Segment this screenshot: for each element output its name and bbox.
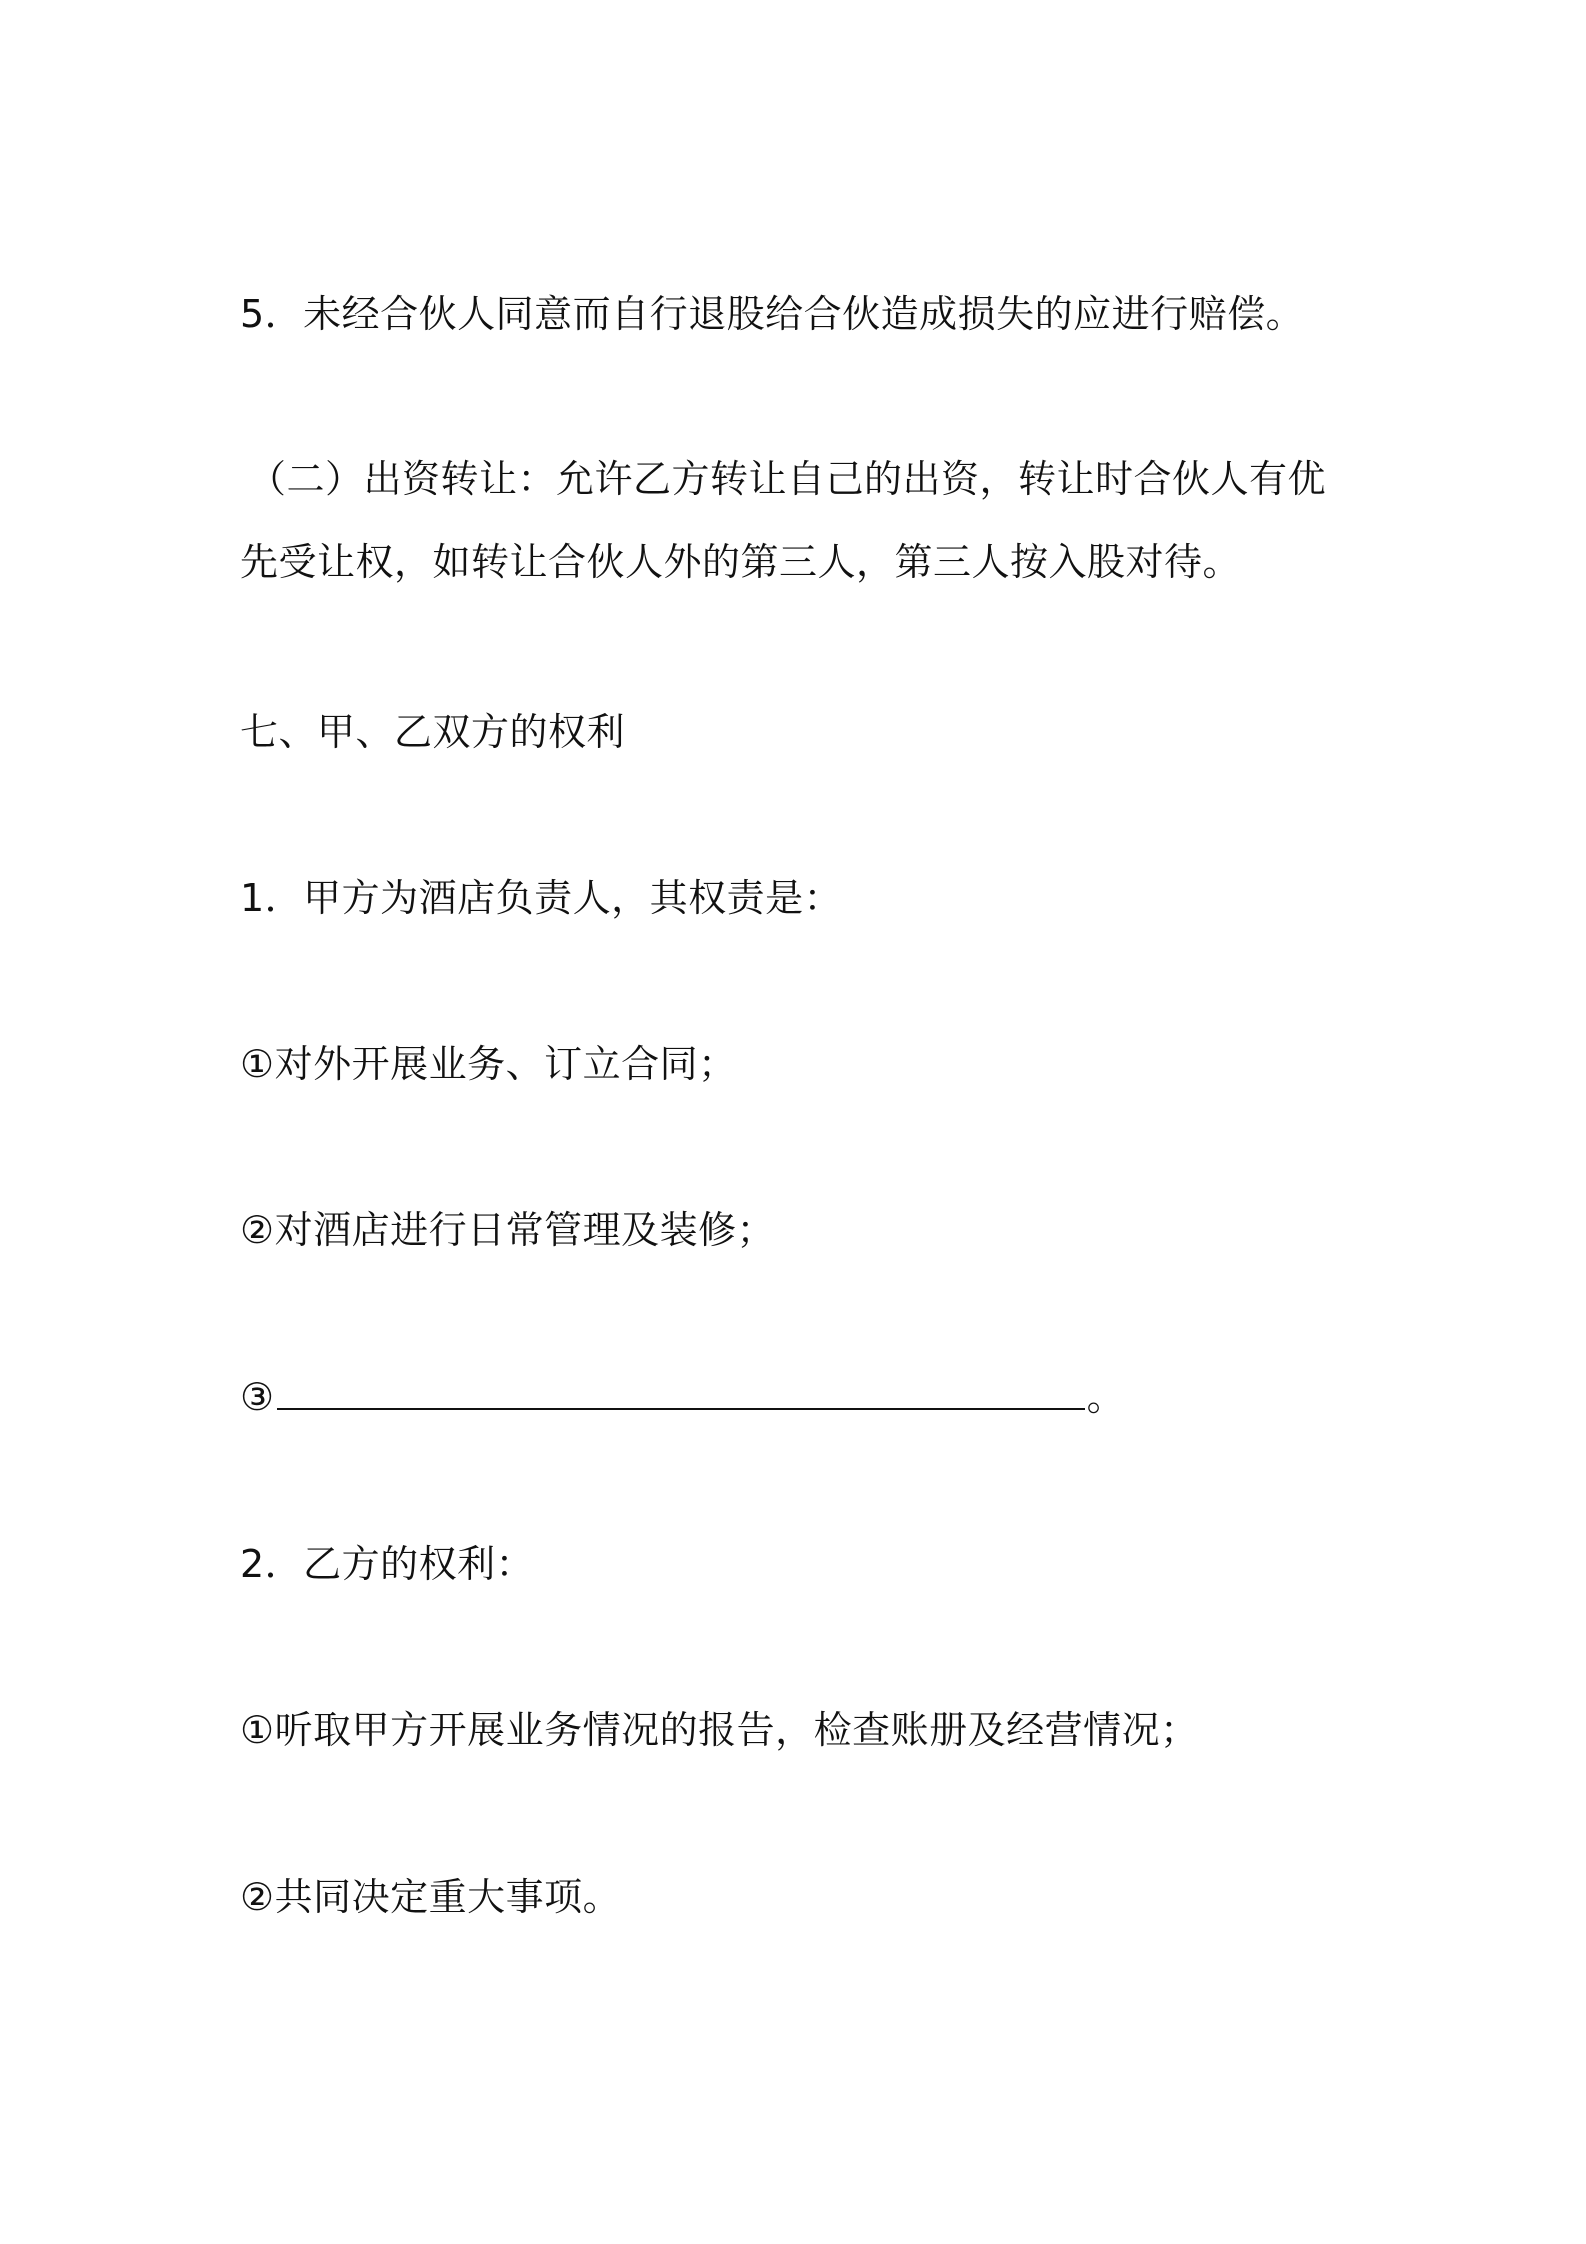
party-a-item-3-period: 。 xyxy=(1086,1375,1126,1419)
party-a-item-3-number: ③ xyxy=(240,1375,275,1419)
clause-5: 5．未经合伙人同意而自行退股给合伙造成损失的应进行赔偿。 xyxy=(240,292,1305,336)
party-a-item-1: ①对外开展业务、订立合同； xyxy=(240,1042,737,1086)
party-b-item-2: ②共同决定重大事项。 xyxy=(240,1875,622,1919)
party-a-heading: 1．甲方为酒店负责人，其权责是： xyxy=(240,876,843,920)
party-a-item-2: ②对酒店进行日常管理及装修； xyxy=(240,1208,776,1252)
party-a-item-3 xyxy=(240,1373,1125,1421)
party-b-item-1: ①听取甲方开展业务情况的报告，检查账册及经营情况； xyxy=(240,1708,1199,1752)
section-7-heading: 七、甲、乙双方的权利 xyxy=(240,710,626,754)
transfer-clause-line-1: （二）出资转让：允许乙方转让自己的出资，转让时合伙人有优 xyxy=(248,457,1327,501)
fill-in-blank xyxy=(277,1378,1085,1410)
party-b-heading: 2．乙方的权利： xyxy=(240,1542,535,1586)
transfer-clause-line-2: 先受让权，如转让合伙人外的第三人，第三人按入股对待。 xyxy=(240,540,1242,584)
